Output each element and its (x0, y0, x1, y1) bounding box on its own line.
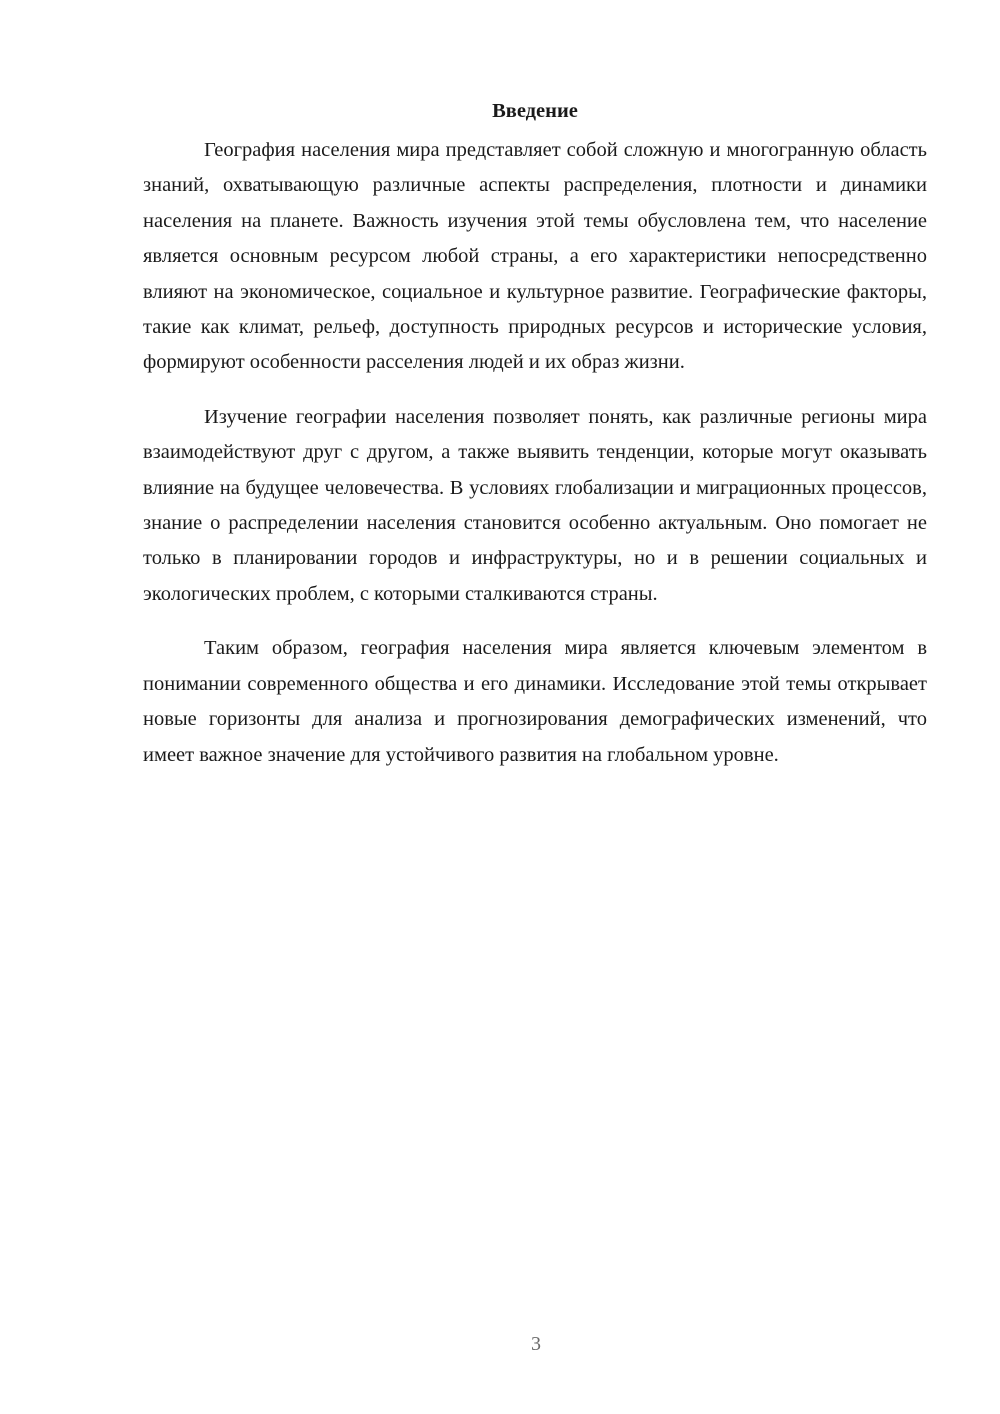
paragraph-1: География населения мира представляет собой сложную и многогранную область знаний, охватывающую различные аспекты распределения, плотности и динамики населения на планете. Важность изучения этой темы обусловлена тем, что население является основным ресурсом любой страны, а его характеристики непосредственно влияют на экономическое, социальное и культурное развитие. Географические факторы, такие как климат, рельеф, доступность природных ресурсов и исторические условия, формируют особенности расселения людей и их образ жизни. (143, 139, 927, 374)
paragraph-3: Таким образом, география населения мира является ключевым элементом в понимании современного общества и его динамики. Исследование этой темы открывает новые горизонты для анализа и прогнозирования демографических изменений, что имеет важное значение для устойчивого развития на глобальном уровне. (143, 637, 927, 766)
section-heading: Введение (492, 100, 578, 122)
paragraph-2: Изучение географии населения позволяет понять, как различные регионы мира взаимодействуют друг с другом, а также выявить тенденции, которые могут оказывать влияние на будущее человечества. В условиях глобализации и миграционных процессов, знание о распределении населения становится особенно актуальным. Оно помогает не только в планировании городов и инфраструктуры, но и в решении социальных и экологических проблем, с которыми сталкиваются страны. (143, 405, 927, 605)
page-number: 3 (531, 1333, 541, 1355)
page-content (143, 95, 927, 792)
